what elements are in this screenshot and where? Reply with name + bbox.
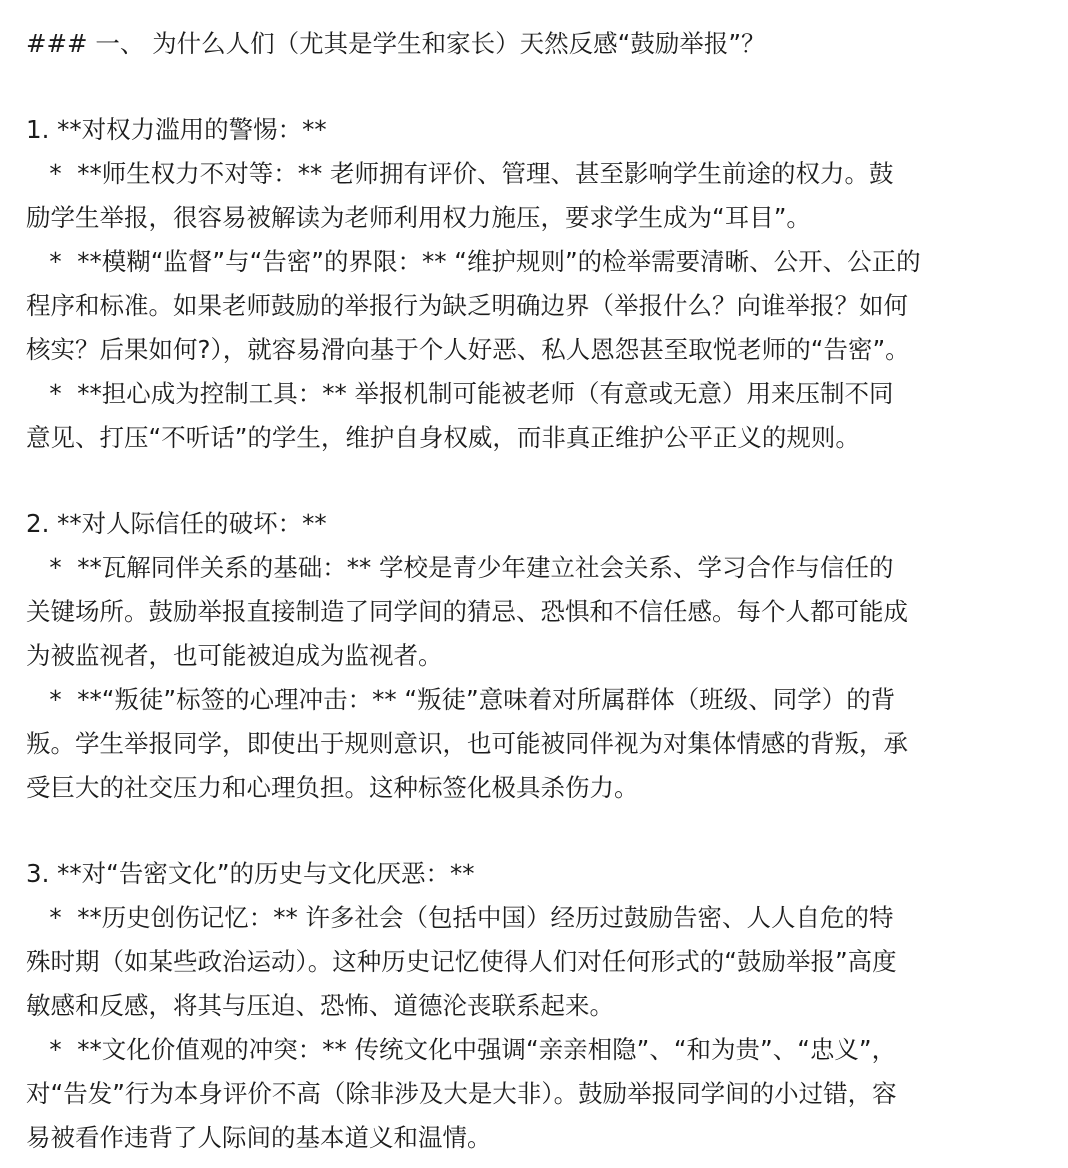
section-3-bullet-1-line-3: 敏感和反感，将其与压迫、恐怖、道德沦丧联系起来。 bbox=[26, 991, 614, 1020]
section-1-bullet-2-line-3: 核实？后果如何?），就容易滑向基于个人好恶、私人恩怨甚至取悦老师的“告密”。 bbox=[26, 335, 910, 364]
section-2-bullet-2-line-2: 叛。学生举报同学，即使出于规则意识，也可能被同伴视为对集体情感的背叛，承 bbox=[26, 729, 908, 758]
section-2-title: 2. **对人际信任的破坏：** bbox=[26, 509, 327, 538]
section-1-bullet-1-line-1: * **师生权力不对等：** 老师拥有评价、管理、甚至影响学生前途的权力。鼓 bbox=[26, 159, 894, 188]
section-1-bullet-2-line-1: * **模糊“监督”与“告密”的界限：** “维护规则”的检举需要清晰、公开、公正的 bbox=[26, 247, 921, 276]
section-1-bullet-2-line-2: 程序和标准。如果老师鼓励的举报行为缺乏明确边界（举报什么？向谁举报？如何 bbox=[26, 291, 908, 320]
section-2-bullet-2-line-1: * **“叛徒”标签的心理冲击：** “叛徒”意味着对所属群体（班级、同学）的背 bbox=[26, 685, 896, 714]
section-3-bullet-1-line-1: * **历史创伤记忆：** 许多社会（包括中国）经历过鼓励告密、人人自危的特 bbox=[26, 903, 894, 932]
section-1-bullet-3-line-2: 意见、打压“不听话”的学生，维护自身权威，而非真正维护公平正义的规则。 bbox=[26, 423, 860, 452]
section-3-title: 3. **对“告密文化”的历史与文化厌恶：** bbox=[26, 859, 475, 888]
section-3-bullet-2-line-2: 对“告发”行为本身评价不高（除非涉及大是大非）。鼓励举报同学间的小过错，容 bbox=[26, 1079, 897, 1108]
section-3-bullet-2-line-3: 易被看作违背了人际间的基本道义和温情。 bbox=[26, 1123, 492, 1152]
section-3-bullet-2-line-1: * **文化价值观的冲突：** 传统文化中强调“亲亲相隐”、“和为贵”、“忠义”， bbox=[26, 1035, 897, 1064]
section-2-bullet-1-line-3: 为被监视者，也可能被迫成为监视者。 bbox=[26, 641, 443, 670]
section-3-bullet-1-line-2: 殊时期（如某些政治运动）。这种历史记忆使得人们对任何形式的“鼓励举报”高度 bbox=[26, 947, 897, 976]
heading: ### 一、 为什么人们（尤其是学生和家长）天然反感“鼓励举报”？ bbox=[26, 29, 766, 58]
section-1-bullet-1-line-2: 励学生举报，很容易被解读为老师利用权力施压，要求学生成为“耳目”。 bbox=[26, 203, 811, 232]
section-1-title: 1. **对权力滥用的警惕：** bbox=[26, 115, 327, 144]
section-2-bullet-2-line-3: 受巨大的社交压力和心理负担。这种标签化极具杀伤力。 bbox=[26, 773, 639, 802]
section-2-bullet-1-line-1: * **瓦解同伴关系的基础：** 学校是青少年建立社会关系、学习合作与信任的 bbox=[26, 553, 894, 582]
section-1-bullet-3-line-1: * **担心成为控制工具：** 举报机制可能被老师（有意或无意）用来压制不同 bbox=[26, 379, 894, 408]
section-2-bullet-1-line-2: 关键场所。鼓励举报直接制造了同学间的猜忌、恐惧和不信任感。每个人都可能成 bbox=[26, 597, 908, 626]
